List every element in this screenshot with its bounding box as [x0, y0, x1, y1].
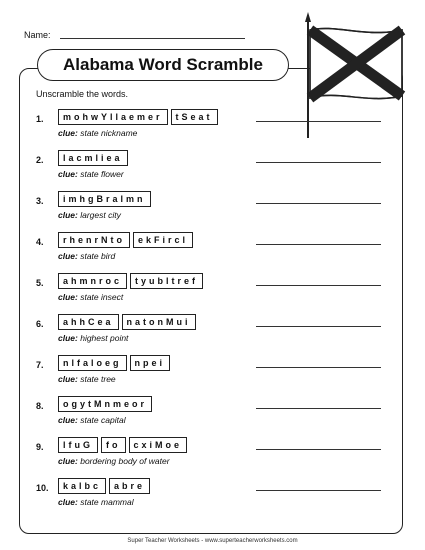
item-number: 6.: [36, 319, 44, 329]
scrambled-word-box: cxiMoe: [129, 437, 188, 453]
scramble-item: [36, 314, 406, 358]
scramble-item: [36, 191, 406, 235]
answer-line[interactable]: [256, 367, 381, 368]
scrambled-words: [58, 396, 152, 412]
scrambled-word-box: lfuG: [58, 437, 98, 453]
scrambled-word-box: fo: [101, 437, 126, 453]
scrambled-word-box: lacmliea: [58, 150, 128, 166]
clue-text: [58, 456, 170, 466]
clue-value: state bird: [80, 251, 116, 261]
clue-value: largest city: [80, 210, 121, 220]
item-number: 1.: [36, 114, 44, 124]
scrambled-word-box: ekFircl: [133, 232, 193, 248]
answer-line[interactable]: [256, 244, 381, 245]
clue-label: clue:: [58, 169, 78, 179]
scrambled-word-box: kalbc: [58, 478, 106, 494]
scrambled-words: [58, 232, 193, 248]
scrambled-word-box: rhenrNto: [58, 232, 130, 248]
answer-line[interactable]: [256, 285, 381, 286]
item-number: 9.: [36, 442, 44, 452]
name-label: Name:: [24, 30, 51, 40]
scrambled-words: [58, 478, 150, 494]
clue-label: clue:: [58, 251, 78, 261]
scrambled-word-box: imhgBralmn: [58, 191, 151, 207]
scramble-item: [36, 478, 406, 522]
clue-label: clue:: [58, 210, 78, 220]
scrambled-words: [58, 150, 128, 166]
clue-text: [58, 333, 128, 343]
clue-text: [58, 292, 123, 302]
answer-line[interactable]: [256, 449, 381, 450]
answer-line[interactable]: [256, 408, 381, 409]
scrambled-words: [58, 191, 151, 207]
instructions: Unscramble the words.: [36, 89, 129, 99]
answer-line[interactable]: [256, 121, 381, 122]
page-title: Alabama Word Scramble: [37, 49, 289, 81]
clue-text: [58, 497, 134, 507]
scramble-item: [36, 355, 406, 399]
clue-value: highest point: [80, 333, 129, 343]
scrambled-words: [58, 437, 187, 453]
clue-value: state nickname: [80, 128, 138, 138]
clue-value: state flower: [80, 169, 124, 179]
clue-value: state tree: [80, 374, 116, 384]
item-number: 8.: [36, 401, 44, 411]
scrambled-word-box: nlfaloeg: [58, 355, 127, 371]
scrambled-word-box: ogytMnmeor: [58, 396, 152, 412]
scrambled-word-box: mohwYllaemer: [58, 109, 168, 125]
scrambled-word-box: tSeat: [171, 109, 218, 125]
clue-text: [58, 415, 126, 425]
clue-label: clue:: [58, 292, 78, 302]
scrambled-word-box: npei: [130, 355, 171, 371]
item-number: 3.: [36, 196, 44, 206]
scramble-item: [36, 150, 406, 194]
scrambled-word-box: tyubltref: [130, 273, 203, 289]
clue-text: [58, 251, 115, 261]
clue-value: state insect: [80, 292, 124, 302]
clue-text: [58, 169, 124, 179]
item-number: 7.: [36, 360, 44, 370]
scrambled-words: [58, 109, 218, 125]
answer-line[interactable]: [256, 203, 381, 204]
scrambled-word-box: natonMui: [122, 314, 196, 330]
clue-label: clue:: [58, 497, 78, 507]
clue-value: state capital: [80, 415, 126, 425]
item-number: 2.: [36, 155, 44, 165]
name-line[interactable]: [60, 38, 245, 39]
scrambled-word-box: abre: [109, 478, 150, 494]
scramble-item: [36, 273, 406, 317]
clue-value: state mammal: [80, 497, 134, 507]
answer-line[interactable]: [256, 162, 381, 163]
answer-line[interactable]: [256, 490, 381, 491]
scramble-item: [36, 396, 406, 440]
scrambled-words: [58, 355, 170, 371]
scrambled-words: [58, 314, 196, 330]
scrambled-words: [58, 273, 203, 289]
clue-text: [58, 210, 121, 220]
scramble-item: [36, 109, 406, 153]
clue-label: clue:: [58, 415, 78, 425]
item-number: 10.: [36, 483, 49, 493]
clue-label: clue:: [58, 374, 78, 384]
answer-line[interactable]: [256, 326, 381, 327]
clue-label: clue:: [58, 128, 78, 138]
item-number: 5.: [36, 278, 44, 288]
clue-value: bordering body of water: [80, 456, 170, 466]
scrambled-word-box: ahhCea: [58, 314, 119, 330]
clue-label: clue:: [58, 333, 78, 343]
scrambled-word-box: ahmnroc: [58, 273, 127, 289]
clue-label: clue:: [58, 456, 78, 466]
scramble-item: [36, 437, 406, 481]
item-number: 4.: [36, 237, 44, 247]
clue-text: [58, 128, 137, 138]
clue-text: [58, 374, 116, 384]
scramble-item: [36, 232, 406, 276]
footer-credit: Super Teacher Worksheets - www.superteacherworksheets.com: [127, 538, 298, 544]
